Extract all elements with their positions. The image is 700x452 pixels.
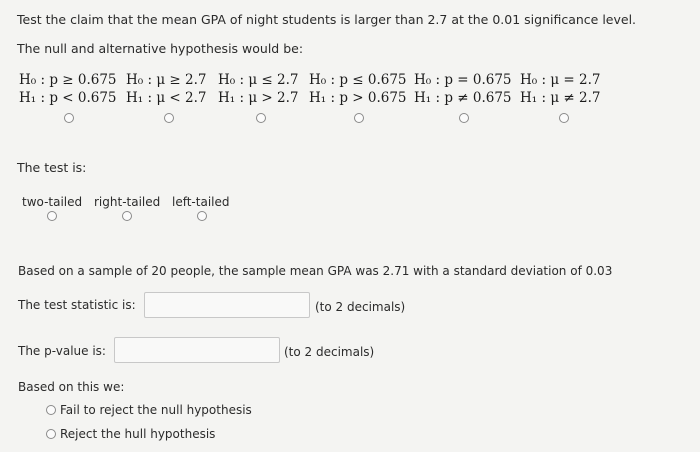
p-value-label: The p-value is: <box>18 344 106 358</box>
hypothesis-option-6-h1: H₁ : μ ≠ 2.7 <box>520 90 601 106</box>
p-value-field[interactable] <box>114 337 280 363</box>
hypothesis-option-5-radio[interactable] <box>459 113 469 123</box>
hypothesis-option-6-h0: H₀ : μ = 2.7 <box>520 72 601 88</box>
hypothesis-option-4-radio[interactable] <box>354 113 364 123</box>
test-statistic-hint: (to 2 decimals) <box>315 300 406 314</box>
hypothesis-option-4-h0: H₀ : p ≤ 0.675 <box>309 72 407 88</box>
sample-info-text: Based on a sample of 20 people, the sample mean GPA was 2.71 with a standard deviation of 0.03 <box>18 264 613 278</box>
decision-fail-to-reject-radio[interactable] <box>46 405 56 415</box>
decision-reject-radio[interactable] <box>46 429 56 439</box>
hypothesis-option-2-h0: H₀ : μ ≥ 2.7 <box>126 72 207 88</box>
hypothesis-option-2-h1: H₁ : μ < 2.7 <box>126 90 207 106</box>
test-statistic-label: The test statistic is: <box>18 298 136 312</box>
hypothesis-option-3-h0: H₀ : μ ≤ 2.7 <box>218 72 299 88</box>
question-text: Test the claim that the mean GPA of night students is larger than 2.7 at the 0.01 significance level. <box>17 12 637 27</box>
hypothesis-option-3-h1: H₁ : μ > 2.7 <box>218 90 299 106</box>
hypothesis-option-3-radio[interactable] <box>256 113 266 123</box>
hypothesis-option-2-radio[interactable] <box>164 113 174 123</box>
hypothesis-option-6-radio[interactable] <box>559 113 569 123</box>
test-option-left-tailed-radio[interactable] <box>197 211 207 221</box>
decision-reject-label: Reject the hull hypothesis <box>60 427 216 441</box>
test-option-two-tailed-label: two-tailed <box>22 195 83 209</box>
hypothesis-option-5-h0: H₀ : p = 0.675 <box>414 72 512 88</box>
decision-prompt: Based on this we: <box>18 380 125 394</box>
hypothesis-prompt: The null and alternative hypothesis would be: <box>17 41 304 56</box>
p-value-hint: (to 2 decimals) <box>284 345 375 359</box>
test-statistic-input[interactable] <box>145 293 309 317</box>
decision-fail-to-reject-label: Fail to reject the null hypothesis <box>60 403 252 417</box>
hypothesis-option-5-h1: H₁ : p ≠ 0.675 <box>414 90 512 106</box>
hypothesis-option-4-h1: H₁ : p > 0.675 <box>309 90 407 106</box>
test-option-right-tailed-label: right-tailed <box>94 195 161 209</box>
p-value-input[interactable] <box>115 338 279 362</box>
test-statistic-field[interactable] <box>144 292 310 318</box>
test-prompt: The test is: <box>17 160 87 175</box>
hypothesis-option-1-h1: H₁ : p < 0.675 <box>19 90 117 106</box>
test-option-left-tailed-label: left-tailed <box>172 195 230 209</box>
test-option-two-tailed-radio[interactable] <box>47 211 57 221</box>
hypothesis-option-1-radio[interactable] <box>64 113 74 123</box>
hypothesis-option-1-h0: H₀ : p ≥ 0.675 <box>19 72 117 88</box>
test-option-right-tailed-radio[interactable] <box>122 211 132 221</box>
